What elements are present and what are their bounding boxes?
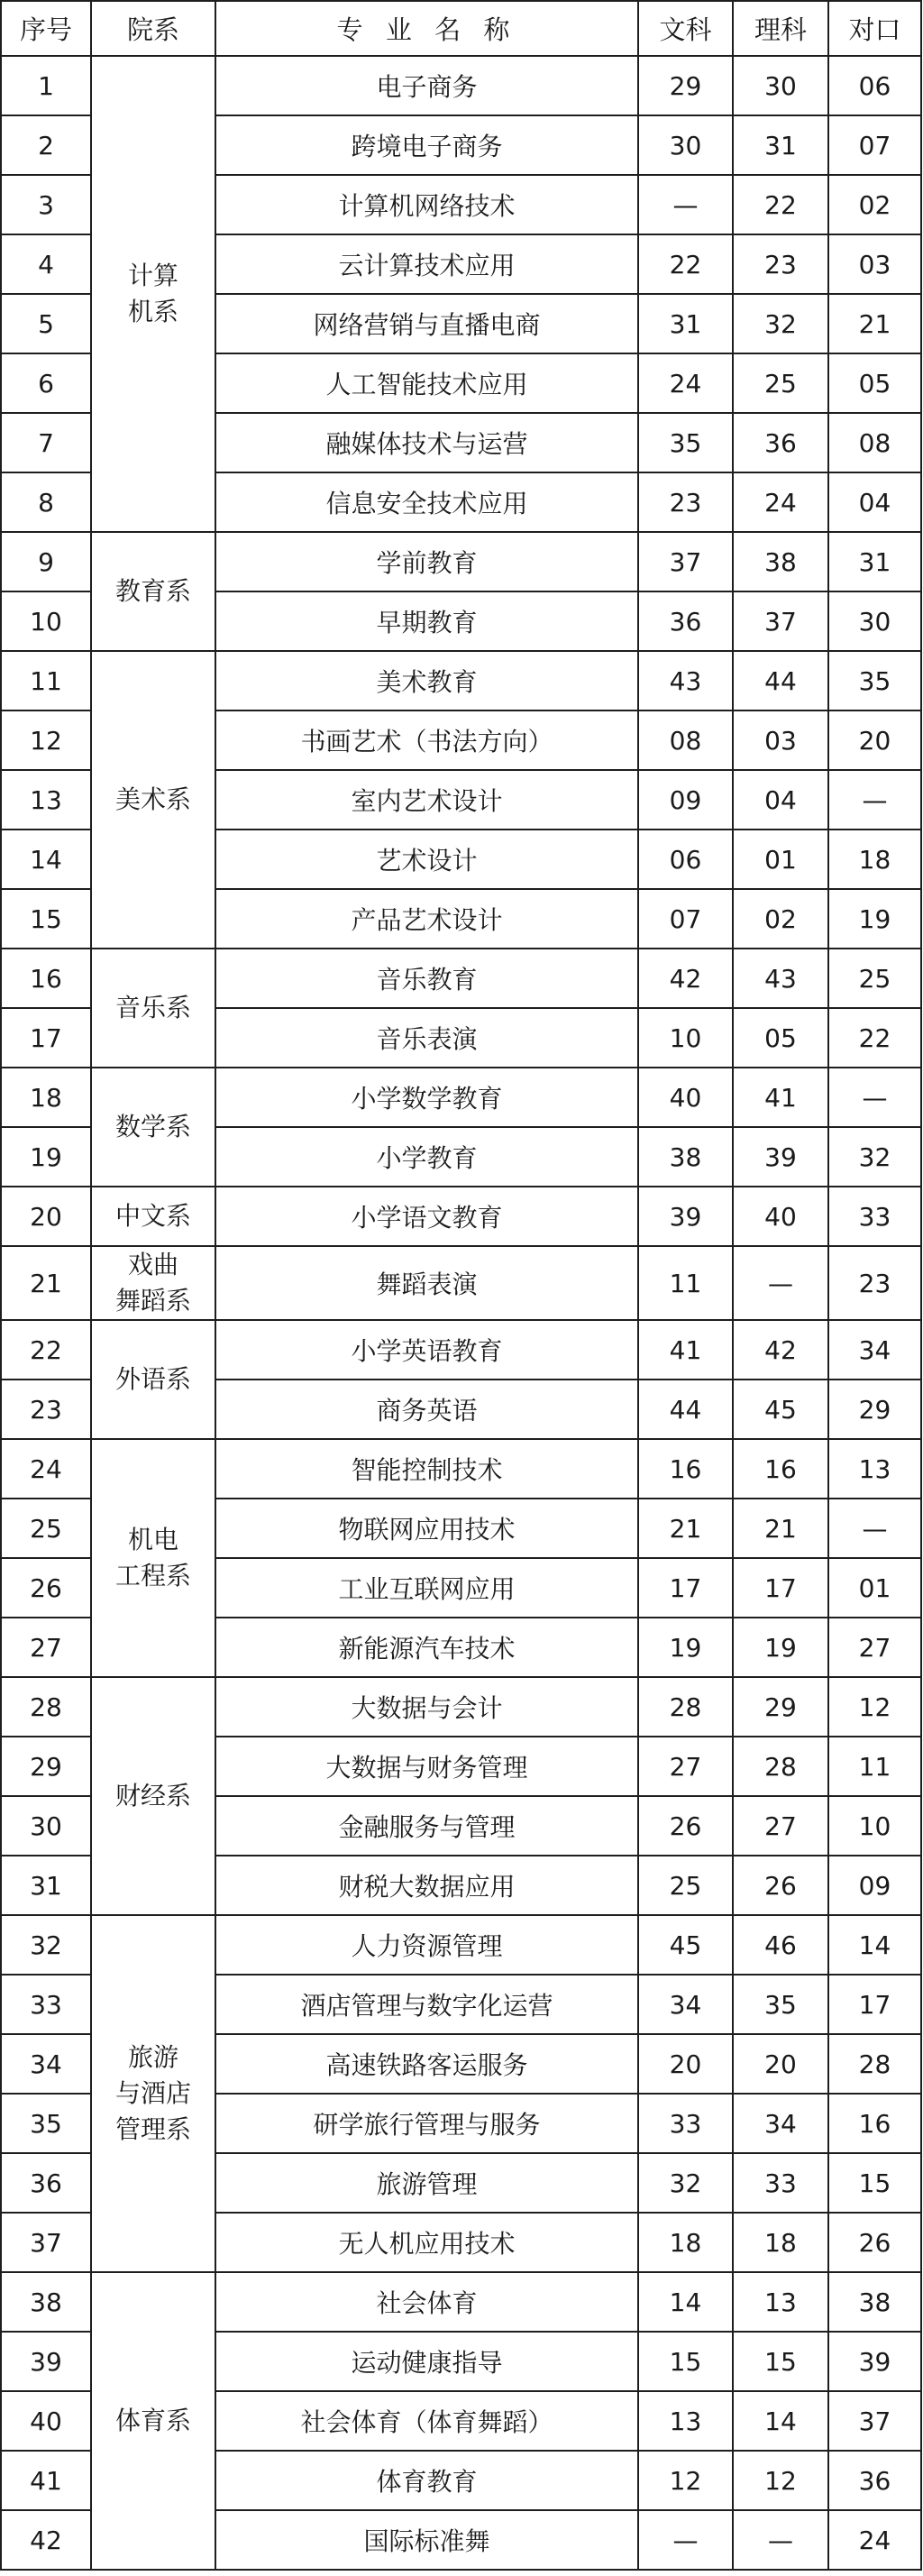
cell-science: 41 (733, 1068, 828, 1127)
cell-seq: 1 (1, 56, 91, 115)
cell-seq: 4 (1, 234, 91, 294)
cell-major-name: 研学旅行管理与服务 (215, 2094, 638, 2153)
cell-dept: 财经系 (91, 1677, 215, 1915)
cell-science: 22 (733, 175, 828, 234)
cell-vocational: 28 (828, 2034, 921, 2094)
cell-science: 21 (733, 1499, 828, 1558)
cell-major-name: 新能源汽车技术 (215, 1618, 638, 1677)
cell-arts: 29 (638, 56, 733, 115)
cell-science: 44 (733, 651, 828, 710)
cell-dept: 机电 工程系 (91, 1439, 215, 1677)
cell-science: 28 (733, 1737, 828, 1796)
cell-dept: 教育系 (91, 532, 215, 651)
cell-major-name: 大数据与会计 (215, 1677, 638, 1737)
table-body (1, 56, 921, 2570)
cell-science: 36 (733, 413, 828, 472)
table-row (1, 1320, 921, 1380)
cell-arts: 45 (638, 1915, 733, 1975)
cell-seq: 36 (1, 2153, 91, 2213)
cell-seq: 24 (1, 1439, 91, 1499)
cell-science: 29 (733, 1677, 828, 1737)
table-row (1, 1068, 921, 1127)
cell-seq: 23 (1, 1380, 91, 1439)
cell-arts: 37 (638, 532, 733, 591)
cell-vocational: 01 (828, 1558, 921, 1618)
cell-vocational: 08 (828, 413, 921, 472)
cell-arts: 14 (638, 2272, 733, 2332)
cell-arts: 07 (638, 889, 733, 949)
cell-seq: 9 (1, 532, 91, 591)
cell-vocational: 21 (828, 294, 921, 353)
cell-science: 25 (733, 353, 828, 413)
cell-vocational: 26 (828, 2213, 921, 2272)
cell-seq: 13 (1, 770, 91, 830)
cell-science: 02 (733, 889, 828, 949)
cell-science: 19 (733, 1618, 828, 1677)
cell-seq: 18 (1, 1068, 91, 1127)
cell-arts: 22 (638, 234, 733, 294)
cell-arts: 42 (638, 949, 733, 1008)
cell-vocational: 05 (828, 353, 921, 413)
cell-vocational: 17 (828, 1975, 921, 2034)
cell-major-name: 人工智能技术应用 (215, 353, 638, 413)
cell-major-name: 学前教育 (215, 532, 638, 591)
cell-arts: 18 (638, 2213, 733, 2272)
cell-dept: 中文系 (91, 1187, 215, 1246)
cell-science: — (733, 2510, 828, 2570)
cell-vocational: 35 (828, 651, 921, 710)
cell-science: 38 (733, 532, 828, 591)
cell-vocational: 24 (828, 2510, 921, 2570)
cell-vocational: 04 (828, 472, 921, 532)
header-arts: 文科 (638, 1, 733, 56)
cell-major-name: 无人机应用技术 (215, 2213, 638, 2272)
cell-dept: 体育系 (91, 2272, 215, 2570)
cell-arts: 08 (638, 710, 733, 770)
cell-vocational: 12 (828, 1677, 921, 1737)
cell-major-name: 小学英语教育 (215, 1320, 638, 1380)
cell-vocational: 14 (828, 1915, 921, 1975)
cell-arts: 36 (638, 591, 733, 651)
cell-dept: 音乐系 (91, 949, 215, 1068)
cell-vocational: 34 (828, 1320, 921, 1380)
table-header (1, 1, 921, 56)
cell-vocational: 30 (828, 591, 921, 651)
cell-arts: 21 (638, 1499, 733, 1558)
cell-major-name: 人力资源管理 (215, 1915, 638, 1975)
cell-seq: 30 (1, 1796, 91, 1856)
header-seq: 序号 (1, 1, 91, 56)
table-row (1, 1187, 921, 1246)
cell-major-name: 小学数学教育 (215, 1068, 638, 1127)
cell-major-name: 高速铁路客运服务 (215, 2034, 638, 2094)
table-row (1, 1439, 921, 1499)
cell-vocational: 29 (828, 1380, 921, 1439)
cell-major-name: 商务英语 (215, 1380, 638, 1439)
cell-vocational: 18 (828, 830, 921, 889)
cell-seq: 12 (1, 710, 91, 770)
cell-science: 20 (733, 2034, 828, 2094)
cell-major-name: 信息安全技术应用 (215, 472, 638, 532)
cell-science: 33 (733, 2153, 828, 2213)
cell-vocational: 03 (828, 234, 921, 294)
cell-dept: 戏曲 舞蹈系 (91, 1246, 215, 1320)
cell-arts: — (638, 175, 733, 234)
cell-vocational: 19 (828, 889, 921, 949)
cell-vocational: 25 (828, 949, 921, 1008)
cell-major-name: 体育教育 (215, 2451, 638, 2510)
cell-arts: 31 (638, 294, 733, 353)
cell-seq: 31 (1, 1856, 91, 1915)
cell-major-name: 电子商务 (215, 56, 638, 115)
cell-arts: 40 (638, 1068, 733, 1127)
cell-arts: 32 (638, 2153, 733, 2213)
cell-seq: 2 (1, 115, 91, 175)
cell-major-name: 音乐表演 (215, 1008, 638, 1068)
cell-major-name: 室内艺术设计 (215, 770, 638, 830)
cell-seq: 28 (1, 1677, 91, 1737)
cell-arts: 34 (638, 1975, 733, 2034)
cell-science: 16 (733, 1439, 828, 1499)
cell-science: 35 (733, 1975, 828, 2034)
header-major-name: 专 业 名 称 (215, 1, 638, 56)
cell-arts: 43 (638, 651, 733, 710)
cell-major-name: 社会体育（体育舞蹈） (215, 2391, 638, 2451)
cell-major-name: 早期教育 (215, 591, 638, 651)
cell-arts: 44 (638, 1380, 733, 1439)
cell-vocational: — (828, 1499, 921, 1558)
cell-vocational: 36 (828, 2451, 921, 2510)
cell-dept: 美术系 (91, 651, 215, 949)
cell-major-name: 产品艺术设计 (215, 889, 638, 949)
cell-arts: 35 (638, 413, 733, 472)
cell-arts: 27 (638, 1737, 733, 1796)
cell-seq: 39 (1, 2332, 91, 2391)
cell-arts: 30 (638, 115, 733, 175)
cell-arts: 41 (638, 1320, 733, 1380)
cell-science: 13 (733, 2272, 828, 2332)
cell-vocational: 16 (828, 2094, 921, 2153)
cell-seq: 11 (1, 651, 91, 710)
cell-major-name: 小学语文教育 (215, 1187, 638, 1246)
cell-vocational: 10 (828, 1796, 921, 1856)
cell-vocational: 20 (828, 710, 921, 770)
cell-major-name: 美术教育 (215, 651, 638, 710)
cell-arts: 11 (638, 1246, 733, 1320)
cell-science: 27 (733, 1796, 828, 1856)
cell-vocational: 15 (828, 2153, 921, 2213)
cell-seq: 21 (1, 1246, 91, 1320)
cell-major-name: 音乐教育 (215, 949, 638, 1008)
header-row (1, 1, 921, 56)
cell-arts: 24 (638, 353, 733, 413)
cell-vocational: 23 (828, 1246, 921, 1320)
cell-science: 03 (733, 710, 828, 770)
cell-science: 01 (733, 830, 828, 889)
cell-vocational: 32 (828, 1127, 921, 1187)
cell-vocational: — (828, 770, 921, 830)
cell-major-name: 酒店管理与数字化运营 (215, 1975, 638, 2034)
cell-science: 43 (733, 949, 828, 1008)
cell-science: 31 (733, 115, 828, 175)
header-vocational: 对口 (828, 1, 921, 56)
cell-science: 17 (733, 1558, 828, 1618)
cell-major-name: 跨境电子商务 (215, 115, 638, 175)
cell-arts: 16 (638, 1439, 733, 1499)
cell-seq: 33 (1, 1975, 91, 2034)
table-row (1, 1246, 921, 1320)
cell-major-name: 财税大数据应用 (215, 1856, 638, 1915)
cell-vocational: 27 (828, 1618, 921, 1677)
cell-seq: 3 (1, 175, 91, 234)
cell-arts: 19 (638, 1618, 733, 1677)
cell-major-name: 网络营销与直播电商 (215, 294, 638, 353)
table-row (1, 1915, 921, 1975)
cell-seq: 10 (1, 591, 91, 651)
cell-major-name: 融媒体技术与运营 (215, 413, 638, 472)
cell-arts: 17 (638, 1558, 733, 1618)
cell-vocational: 07 (828, 115, 921, 175)
cell-science: 32 (733, 294, 828, 353)
cell-seq: 5 (1, 294, 91, 353)
cell-vocational: 38 (828, 2272, 921, 2332)
cell-science: 14 (733, 2391, 828, 2451)
cell-science: 39 (733, 1127, 828, 1187)
cell-science: 26 (733, 1856, 828, 1915)
cell-major-name: 运动健康指导 (215, 2332, 638, 2391)
cell-major-name: 小学教育 (215, 1127, 638, 1187)
cell-science: 23 (733, 234, 828, 294)
cell-arts: 23 (638, 472, 733, 532)
header-dept: 院系 (91, 1, 215, 56)
cell-seq: 14 (1, 830, 91, 889)
cell-seq: 16 (1, 949, 91, 1008)
cell-dept: 数学系 (91, 1068, 215, 1187)
cell-seq: 25 (1, 1499, 91, 1558)
cell-arts: 39 (638, 1187, 733, 1246)
cell-seq: 32 (1, 1915, 91, 1975)
cell-arts: 13 (638, 2391, 733, 2451)
cell-seq: 41 (1, 2451, 91, 2510)
table-row (1, 1677, 921, 1737)
cell-science: 37 (733, 591, 828, 651)
table-row (1, 532, 921, 591)
cell-seq: 17 (1, 1008, 91, 1068)
cell-seq: 19 (1, 1127, 91, 1187)
cell-seq: 37 (1, 2213, 91, 2272)
cell-seq: 22 (1, 1320, 91, 1380)
cell-vocational: — (828, 1068, 921, 1127)
cell-science: 30 (733, 56, 828, 115)
header-science: 理科 (733, 1, 828, 56)
cell-science: 40 (733, 1187, 828, 1246)
cell-science: 24 (733, 472, 828, 532)
cell-vocational: 06 (828, 56, 921, 115)
cell-vocational: 33 (828, 1187, 921, 1246)
cell-major-name: 旅游管理 (215, 2153, 638, 2213)
cell-seq: 38 (1, 2272, 91, 2332)
cell-dept: 外语系 (91, 1320, 215, 1439)
cell-major-name: 社会体育 (215, 2272, 638, 2332)
cell-seq: 6 (1, 353, 91, 413)
cell-science: 15 (733, 2332, 828, 2391)
cell-major-name: 艺术设计 (215, 830, 638, 889)
cell-seq: 29 (1, 1737, 91, 1796)
cell-arts: 12 (638, 2451, 733, 2510)
cell-major-name: 书画艺术（书法方向） (215, 710, 638, 770)
cell-arts: 25 (638, 1856, 733, 1915)
cell-major-name: 舞蹈表演 (215, 1246, 638, 1320)
cell-science: 05 (733, 1008, 828, 1068)
cell-arts: — (638, 2510, 733, 2570)
cell-dept: 旅游 与酒店 管理系 (91, 1915, 215, 2272)
table-row (1, 651, 921, 710)
cell-arts: 38 (638, 1127, 733, 1187)
cell-vocational: 13 (828, 1439, 921, 1499)
cell-science: 42 (733, 1320, 828, 1380)
cell-science: 34 (733, 2094, 828, 2153)
cell-arts: 20 (638, 2034, 733, 2094)
cell-arts: 10 (638, 1008, 733, 1068)
cell-major-name: 物联网应用技术 (215, 1499, 638, 1558)
cell-major-name: 计算机网络技术 (215, 175, 638, 234)
cell-seq: 42 (1, 2510, 91, 2570)
cell-major-name: 国际标准舞 (215, 2510, 638, 2570)
cell-seq: 35 (1, 2094, 91, 2153)
cell-seq: 34 (1, 2034, 91, 2094)
cell-major-name: 工业互联网应用 (215, 1558, 638, 1618)
cell-major-name: 金融服务与管理 (215, 1796, 638, 1856)
cell-vocational: 37 (828, 2391, 921, 2451)
cell-seq: 8 (1, 472, 91, 532)
cell-seq: 20 (1, 1187, 91, 1246)
cell-vocational: 11 (828, 1737, 921, 1796)
cell-seq: 15 (1, 889, 91, 949)
cell-seq: 7 (1, 413, 91, 472)
cell-vocational: 22 (828, 1008, 921, 1068)
cell-vocational: 09 (828, 1856, 921, 1915)
table-row (1, 56, 921, 115)
cell-science: 18 (733, 2213, 828, 2272)
cell-arts: 06 (638, 830, 733, 889)
cell-science: 46 (733, 1915, 828, 1975)
cell-seq: 26 (1, 1558, 91, 1618)
cell-seq: 27 (1, 1618, 91, 1677)
cell-science: 04 (733, 770, 828, 830)
table-row (1, 2272, 921, 2332)
cell-science: 12 (733, 2451, 828, 2510)
cell-science: 45 (733, 1380, 828, 1439)
cell-arts: 15 (638, 2332, 733, 2391)
cell-arts: 09 (638, 770, 733, 830)
cell-seq: 40 (1, 2391, 91, 2451)
cell-vocational: 39 (828, 2332, 921, 2391)
cell-dept: 计算 机系 (91, 56, 215, 532)
cell-science: — (733, 1246, 828, 1320)
cell-major-name: 大数据与财务管理 (215, 1737, 638, 1796)
table-row (1, 949, 921, 1008)
cell-arts: 26 (638, 1796, 733, 1856)
cell-arts: 33 (638, 2094, 733, 2153)
cell-arts: 28 (638, 1677, 733, 1737)
cell-major-name: 智能控制技术 (215, 1439, 638, 1499)
cell-major-name: 云计算技术应用 (215, 234, 638, 294)
cell-vocational: 31 (828, 532, 921, 591)
cell-vocational: 02 (828, 175, 921, 234)
